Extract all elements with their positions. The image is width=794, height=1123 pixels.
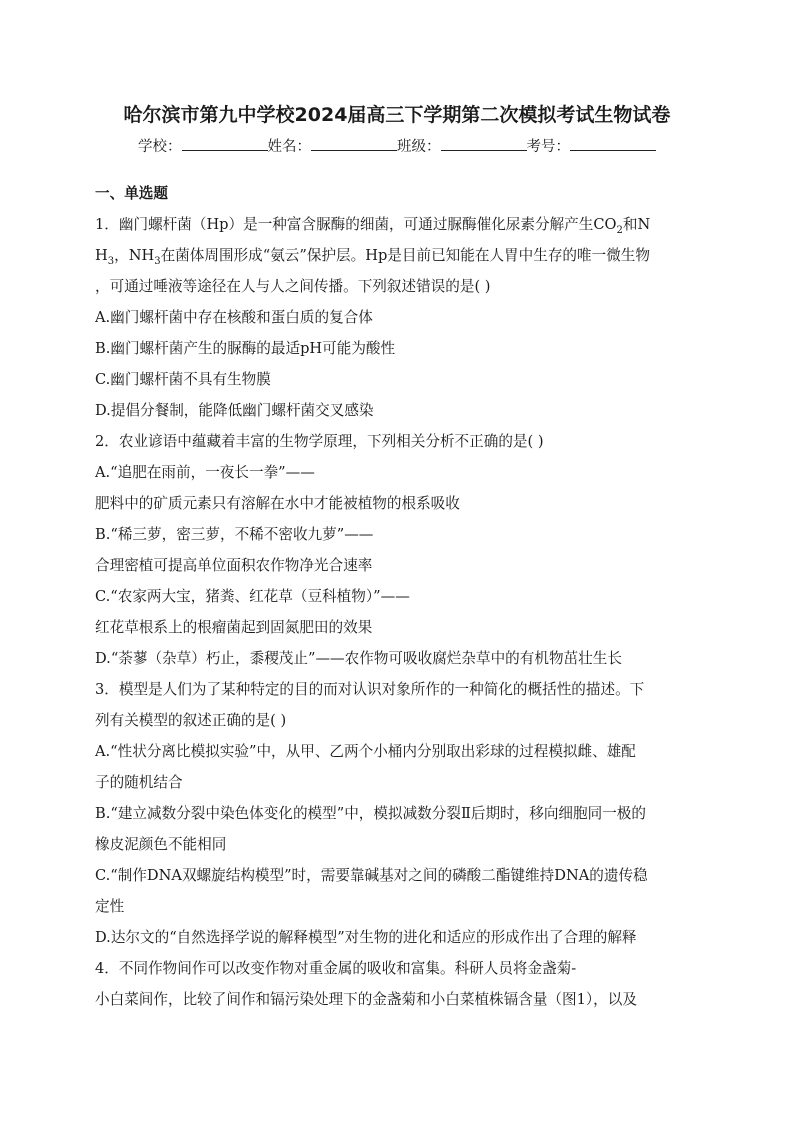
question-2-option-b-line-1: B.“稀三萝，密三萝，不稀不密收九萝”—— [95, 526, 374, 543]
class-label: 班级： [397, 139, 441, 155]
question-1-stem-line-2 [95, 240, 703, 271]
section-heading: 一、单选题 [95, 185, 168, 202]
q1-line1-tail: 和N [622, 216, 651, 233]
name-blank [311, 136, 397, 151]
question-1 [95, 209, 703, 426]
q1-line2-head: H [95, 247, 108, 264]
question-2 [95, 426, 703, 674]
question-2-option-a-line-2: 肥料中的矿质元素只有溶解在水中才能被植物的根系吸收 [95, 495, 460, 512]
question-2-option-c-line-2: 红花草根系上的根瘤菌起到固氮肥田的效果 [95, 619, 373, 636]
q1-nh3-subscript: 3 [154, 255, 161, 267]
question-3-option-c-line-1: C.“制作DNA双螺旋结构模型”时，需要靠碱基对之间的磷酸二酯键维持DNA的遗传稳 [95, 867, 648, 884]
question-2-stem: 2．农业谚语中蕴藏着丰富的生物学原理，下列相关分析不正确的是( ) [95, 433, 544, 450]
question-1-option-c: C.幽门螺杆菌不具有生物膜 [95, 371, 271, 388]
question-3-stem-line-2: 列有关模型的叙述正确的是( ) [95, 712, 287, 729]
question-1-option-d: D.提倡分餐制，能降低幽门螺杆菌交叉感染 [95, 402, 374, 419]
question-2-option-d: D.“荼蓼（杂草）朽止，黍稷茂止”——农作物可吸收腐烂杂草中的有机物茁壮生长 [95, 650, 622, 667]
school-field [138, 135, 268, 156]
school-label: 学校： [138, 139, 182, 155]
question-3-option-d: D.达尔文的“自然选择学说的解释模型”对生物的进化和适应的形成作出了合理的解释 [95, 929, 637, 946]
question-2-option-a-line-1: A.“追肥在雨前，一夜长一拳”—— [95, 464, 315, 481]
name-field [268, 135, 398, 156]
q1-line1-text: 1．幽门螺杆菌（Hp）是一种富含脲酶的细菌，可通过脲酶催化尿素分解产生CO [95, 216, 617, 233]
class-field [397, 135, 527, 156]
question-2-option-c-line-1: C.“农家两大宝，猪粪、红花草（豆科植物）”—— [95, 588, 410, 605]
student-info-row [0, 135, 794, 156]
q1-co2-subscript: 2 [616, 224, 623, 236]
school-blank [182, 136, 268, 151]
question-4-stem-line-1: 4．不同作物间作可以改变作物对重金属的吸收和富集。科研人员将金盏菊- [95, 960, 577, 977]
exam-number-blank [570, 136, 656, 151]
question-2-option-b-line-2: 合理密植可提高单位面积农作物净光合速率 [95, 557, 373, 574]
exam-number-label: 考号： [526, 139, 570, 155]
question-3 [95, 674, 703, 953]
q1-line2-tail: 在菌体周围形成“氨云”保护层。Hp是目前已知能在人胃中生存的唯一微生物 [160, 247, 650, 264]
question-3-option-a-line-1: A.“性状分离比模拟实验”中，从甲、乙两个小桶内分别取出彩球的过程模拟雌、雄配 [95, 743, 636, 760]
question-3-option-b-line-1: B.“建立减数分裂中染色体变化的模型”中，模拟减数分裂Ⅱ后期时，移向细胞同一极的 [95, 805, 646, 822]
name-label: 姓名： [267, 139, 311, 155]
question-4 [95, 953, 703, 1015]
exam-content [95, 178, 703, 1015]
question-3-option-a-line-2: 子的随机结合 [95, 774, 183, 791]
q1-line2-mid: ，NH [114, 247, 155, 264]
class-blank [441, 136, 527, 151]
question-1-stem-line-3: ，可通过唾液等途径在人与人之间传播。下列叙述错误的是( ) [95, 278, 491, 295]
question-3-option-b-line-2: 橡皮泥颜色不能相同 [95, 836, 227, 853]
exam-number-field [527, 135, 657, 156]
q1-h3-subscript: 3 [107, 255, 115, 267]
question-1-option-a: A.幽门螺杆菌中存在核酸和蛋白质的复合体 [95, 309, 373, 326]
exam-title: 哈尔滨市第九中学校2024届高三下学期第二次模拟考试生物试卷 [123, 104, 671, 126]
question-4-stem-line-2: 小白菜间作，比较了间作和镉污染处理下的金盏菊和小白菜植株镉含量（图1），以及 [95, 991, 637, 1008]
question-3-option-c-line-2: 定性 [95, 898, 125, 915]
question-3-stem-line-1: 3．模型是人们为了某种特定的目的而对认识对象所作的一种简化的概括性的描述。下 [95, 681, 645, 698]
question-1-option-b: B.幽门螺杆菌产生的脲酶的最适pH可能为酸性 [95, 340, 396, 357]
question-1-stem-line-1 [95, 209, 703, 240]
